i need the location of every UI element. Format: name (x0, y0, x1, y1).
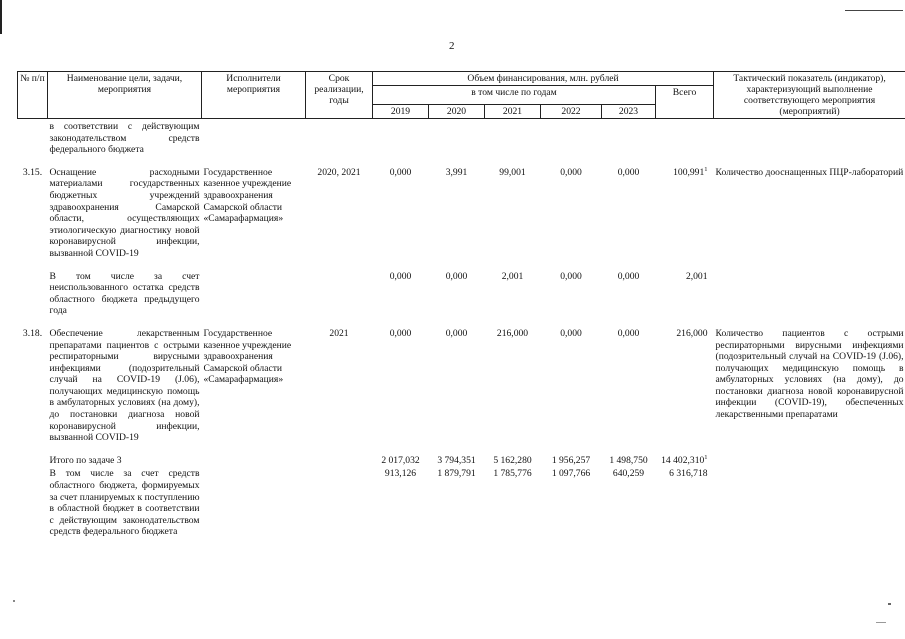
row-value-year: 5 162,280 (493, 454, 532, 466)
table-row (18, 467, 905, 539)
row-total-value: 6 316,718 (669, 468, 708, 480)
table-row (18, 318, 905, 445)
row-value-year: 0,000 (617, 166, 640, 178)
row-value-year: 0,000 (560, 270, 582, 282)
row-value-year: 3 794,351 (437, 454, 476, 466)
row-total-value: 14 402,310 (661, 454, 705, 466)
row-value-year: 0,000 (389, 270, 412, 282)
row-value-year: 216,000 (496, 327, 529, 339)
row-value-year: 99,001 (499, 166, 526, 178)
row-executor (202, 445, 306, 468)
row-index (18, 119, 48, 157)
row-total (656, 318, 714, 445)
row-value-year: 0,000 (445, 270, 468, 282)
col-finance-header: Объем финансирования, млн. рублей (373, 72, 714, 86)
year-header: 2022 (541, 105, 602, 119)
row-value-year: 1 498,750 (609, 454, 648, 466)
row-value-year: 0,000 (560, 327, 582, 339)
year-header: 2020 (429, 105, 485, 119)
row-total-value: 2,001 (685, 270, 708, 282)
row-value-year: 1 785,776 (493, 468, 532, 480)
row-value-year (602, 119, 656, 157)
scan-speck (888, 603, 891, 605)
row-executor (202, 261, 306, 318)
col-indicator-header: Тактический показатель (индикатор), характеризующий выполнение соответствующего мероприятия (мероприятий) (714, 72, 905, 119)
col-number-header: № п/п (18, 72, 48, 119)
row-total (656, 467, 714, 539)
footnote-mark: 1 (704, 165, 708, 173)
row-total-value: 100,991 (673, 166, 705, 178)
row-index: 3.15. (22, 166, 43, 178)
row-value-year: 640,259 (612, 468, 645, 480)
table-row (18, 157, 905, 261)
row-value-year: 1 956,257 (551, 454, 591, 466)
col-term-header: Срок реализации, годы (306, 72, 373, 119)
row-total-value: 216,000 (676, 327, 708, 339)
row-value-year: 2 017,032 (381, 454, 420, 466)
row-executor (202, 119, 306, 157)
row-name: В том числе за счет неиспользованного остатка средств областного бюджета предыдущего года (49, 270, 200, 317)
row-value-year: 0,000 (560, 166, 582, 178)
scan-speck (876, 622, 886, 623)
row-total (656, 119, 714, 157)
footnote-mark: 1 (704, 453, 708, 461)
row-term (306, 261, 373, 318)
row-total (656, 261, 714, 318)
row-value-year: 2,001 (501, 270, 524, 282)
row-value-year (485, 119, 541, 157)
table-row (18, 445, 905, 468)
row-value-year: 0,000 (617, 327, 640, 339)
scan-speck (13, 600, 15, 602)
row-index (18, 261, 48, 318)
row-value-year: 913,126 (384, 468, 417, 480)
row-name: Итого по задаче 3 (49, 454, 122, 466)
row-value-year: 3,991 (445, 166, 468, 178)
row-value-year: 0,000 (389, 166, 412, 178)
scan-edge-mark (0, 0, 2, 34)
row-value-year (373, 119, 429, 157)
row-value-year: 1 879,791 (437, 468, 476, 480)
header-rule (845, 10, 903, 11)
row-term: 2020, 2021 (317, 166, 361, 178)
row-term (306, 467, 373, 539)
row-name: в соответствии с действующим законодательством средств федерального бюджета (49, 121, 200, 156)
row-indicator: Количество дооснащенных ПЦР-лабораторий (715, 166, 904, 178)
row-indicator (714, 445, 905, 468)
row-value-year: 0,000 (617, 270, 640, 282)
row-term (306, 445, 373, 468)
row-executor: Государственное казенное учреждение здравоохранения Самарской области «Самарафармация» (203, 327, 292, 386)
year-header: 2021 (485, 105, 541, 119)
year-header: 2023 (602, 105, 656, 119)
row-indicator (714, 467, 905, 539)
row-value-year (541, 119, 602, 157)
row-value-year (429, 119, 485, 157)
row-total (656, 157, 714, 261)
row-value-year: 0,000 (445, 327, 468, 339)
row-indicator: Количество пациентов с острыми респираторными вирусными инфекциями (подозрительный случай на COVID-19 (J.06), получающих медицинскую помощь в амбулаторных условиях (на дому), до постановки диагноза новой коронавирусной инфекции (COVID-19), обеспеченных лекарственными препаратами (715, 327, 904, 421)
row-term (306, 119, 373, 157)
col-by-years-header: в том числе по годам (373, 86, 656, 105)
year-header: 2019 (373, 105, 429, 119)
row-name: Оснащение расходными материалами государственных бюджетных учреждений здравоохранения Самарской области, осуществляющих этиологическую диагностику новой коронавирусной инфекции, вызванной COVID-19 (49, 166, 200, 259)
col-total-header: Всего (656, 86, 714, 119)
row-value-year: 1 097,766 (551, 468, 591, 480)
row-name: В том числе за счет средств областного бюджета, формируемых за счет планируемых к поступлению в областной бюджет в соответствии с действующим законодательством средств федерального бюджета (49, 468, 200, 538)
row-indicator (714, 261, 905, 318)
col-name-header: Наименование цели, задачи, мероприятия (48, 72, 202, 119)
row-name: Обеспечение лекарственным препаратами пациентов с острыми респираторными вирусными инфекциями (подозрительный случай на COVID-19 (J.06), получающих медицинскую помощь в амбулаторных условиях (на дому), до постановки диагноза новой коронавирусной инфекции, вызванной COVID-19 (49, 327, 200, 444)
row-executor: Государственное казенное учреждение здравоохранения Самарской области «Самарафармация» (203, 166, 292, 225)
row-term: 2021 (329, 327, 349, 339)
financing-table (17, 71, 905, 539)
row-index: 3.18. (22, 327, 43, 339)
col-executor-header: Исполнители мероприятия (202, 72, 306, 119)
row-index (18, 445, 48, 468)
table-row (18, 261, 905, 318)
page-number: 2 (449, 40, 455, 52)
row-value-year: 0,000 (389, 327, 412, 339)
row-total (656, 445, 714, 468)
row-indicator (714, 119, 905, 157)
table-row (18, 119, 905, 157)
row-executor (202, 467, 306, 539)
row-index (18, 467, 48, 539)
